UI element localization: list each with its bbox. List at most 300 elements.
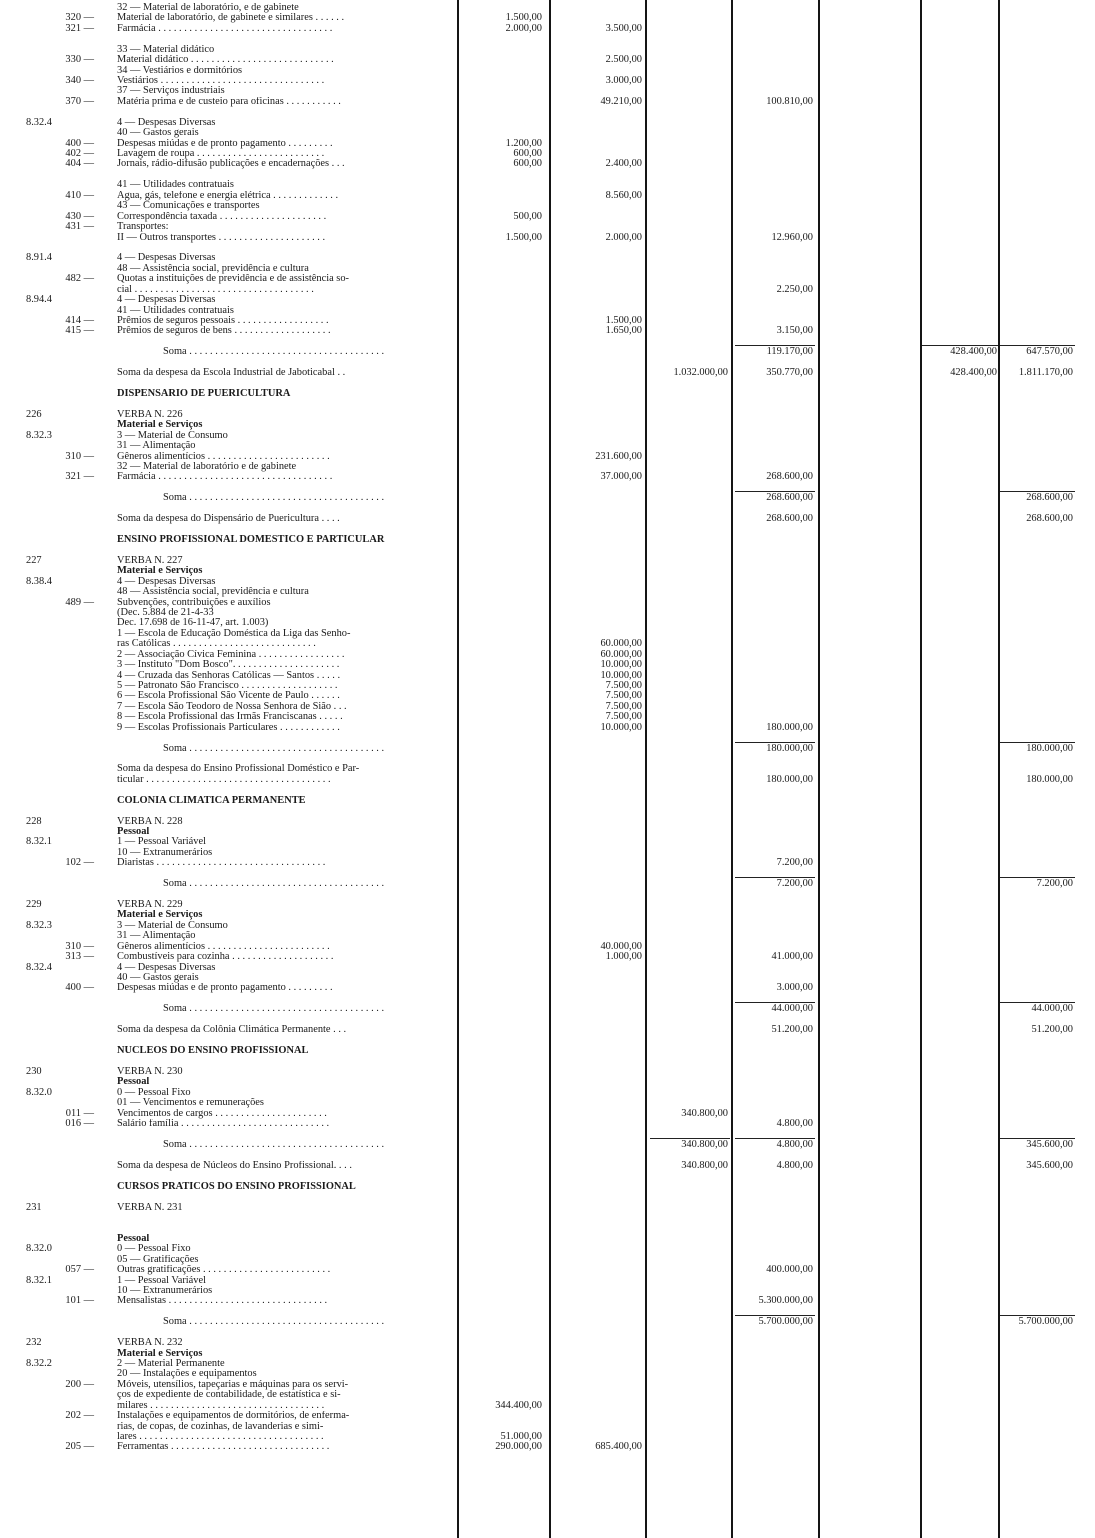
amount-c2: 685.400,00 [595,1441,642,1453]
amount-c4: 180.000,00 [766,742,813,754]
amount-c6: 345.600,00 [1026,1138,1073,1150]
amount-c6: 7.200,00 [1036,878,1073,890]
table-row [0,389,1095,399]
item-description: 3 — Instituto "Dom Bosco". . . . . . . . . . . . . . . . . . . . . [117,660,340,671]
amount-c4: 7.200,00 [776,878,813,890]
item-description: Material e Serviços [117,566,203,577]
item-description: 20 — Instalações e equipamentos [117,1369,257,1380]
function-code: 228 [26,815,42,827]
table-row [0,900,1095,910]
table-row [0,285,1095,295]
item-description: VERBA N. 227 [117,555,183,566]
item-code: 400 — [65,982,94,994]
item-description: Soma . . . . . . . . . . . . . . . . . . . . . . . . . . . . . . . . . . . . . . [163,493,385,504]
item-code: 489 — [65,596,94,608]
amount-c6: 268.600,00 [1026,492,1073,504]
table-row [0,191,1095,201]
column-rule [457,0,459,1538]
item-description: Soma . . . . . . . . . . . . . . . . . . . . . . . . . . . . . . . . . . . . . . [163,743,385,754]
function-code: 230 [26,1065,42,1077]
item-description: Soma da despesa do Dispensário de Puericultura . . . . [117,514,340,525]
table-row [0,243,1095,253]
amount-c2: 10.000,00 [600,659,642,671]
table-row [0,159,1095,169]
table-row [0,775,1095,785]
item-description: (Dec. 5.884 de 21-4-33 [117,607,214,618]
item-code: 430 — [65,210,94,222]
item-description: Quotas a instituições de previdência e de assistência so- [117,274,349,285]
table-row [0,441,1095,451]
table-row [0,306,1095,316]
table-row [0,66,1095,76]
table-row [0,618,1095,628]
table-row [0,86,1095,96]
column-rule [731,0,733,1538]
item-description: 2 — Associação Cívica Feminina . . . . . . . . . . . . . . . . . [117,649,345,660]
table-row [0,368,1095,378]
table-row [0,253,1095,263]
item-code: 431 — [65,221,94,232]
table-row [0,128,1095,138]
table-row [0,744,1095,754]
table-row [0,1015,1095,1025]
table-row [0,3,1095,13]
item-code: 330 — [65,54,94,66]
item-description: 9 — Escolas Profissionais Particulares . . . . . . . . . . . . [117,722,340,733]
item-code: 011 — [65,1107,94,1119]
item-description: 41 — Utilidades contratuais [117,180,234,191]
amount-c4: 4.800,00 [776,1138,813,1150]
item-description: Móveis, utensílios, tapeçarias e máquinas para os servi- [117,1379,349,1390]
table-row [0,910,1095,920]
table-row [0,295,1095,305]
item-description: cial . . . . . . . . . . . . . . . . . . . . . . . . . . . . . . . . . . . [117,284,314,295]
table-row [0,24,1095,34]
table-row [0,598,1095,608]
amount-c3: 1.032.000,00 [673,367,728,379]
amount-c4: 119.170,00 [766,346,813,358]
item-description: 31 — Alimentação [117,441,196,452]
amount-c2: 60.000,00 [600,638,642,650]
function-code: 231 [26,1201,42,1213]
amount-c4: 5.700.000,00 [758,1316,813,1328]
table-row [0,1119,1095,1129]
amount-c2: 1.650,00 [605,325,642,337]
function-code: 226 [26,408,42,420]
table-row [0,462,1095,472]
item-code: 205 — [65,1441,94,1453]
item-description: Soma da despesa da Colônia Climática Permanente . . . [117,1025,347,1036]
function-code: 227 [26,554,42,566]
item-code: 202 — [65,1410,94,1421]
table-row [0,837,1095,847]
item-code: 370 — [65,95,94,107]
table-row [0,869,1095,879]
amount-c3: 340.800,00 [681,1138,728,1150]
table-row [0,222,1095,232]
table-row [0,1307,1095,1317]
table-row [0,983,1095,993]
amount-c6: 268.600,00 [1026,513,1073,525]
table-row [0,139,1095,149]
item-description: NUCLEOS DO ENSINO PROFISSIONAL [117,1046,309,1056]
item-description: 4 — Despesas Diversas [117,962,216,973]
table-row [0,472,1095,482]
item-code: 057 — [65,1264,94,1275]
item-code: 321 — [65,471,94,483]
item-description: Vestiários . . . . . . . . . . . . . . . . . . . . . . . . . . . . . . . . [117,76,325,86]
table-row [0,149,1095,159]
table-row [0,712,1095,722]
table-row [0,1171,1095,1181]
item-description: 3 — Material de Consumo [117,920,228,931]
item-description: ras Católicas . . . . . . . . . . . . . . . . . . . . . . . . . . . . [117,639,316,650]
item-description: Soma . . . . . . . . . . . . . . . . . . . . . . . . . . . . . . . . . . . . . . [163,1139,385,1150]
function-code: 8.32.3 [26,919,52,931]
item-code: 415 — [65,325,94,337]
item-description: Soma da despesa de Núcleos do Ensino Profissional. . . . [117,1160,352,1171]
table-row [0,1442,1095,1452]
item-description: 4 — Despesas Diversas [117,576,216,587]
item-description: Diaristas . . . . . . . . . . . . . . . . . . . . . . . . . . . . . . . . . [117,858,326,869]
table-row [0,525,1095,535]
amount-c2: 7.500,00 [605,679,642,691]
table-row [0,107,1095,117]
amount-c3: 340.800,00 [681,1159,728,1171]
amount-c2: 7.500,00 [605,690,642,702]
table-row [0,274,1095,284]
amount-c1: 600,00 [513,158,542,170]
table-row [0,1255,1095,1265]
amount-c2: 2.000,00 [605,231,642,243]
amount-c6: 647.570,00 [1026,346,1073,358]
amount-c4: 5.300.000,00 [758,1295,813,1307]
amount-c4: 51.200,00 [771,1024,813,1036]
amount-c2: 37.000,00 [600,471,642,483]
table-row [0,1369,1095,1379]
item-code: 400 — [65,137,94,149]
item-description: 8 — Escola Profissional das Irmãs Franciscanas . . . . . [117,712,343,723]
amount-c2: 3.500,00 [605,22,642,34]
amount-c4: 3.150,00 [776,325,813,337]
column-rule [818,0,820,1538]
item-description: Lavagem de roupa . . . . . . . . . . . . . . . . . . . . . . . . . [117,149,325,159]
function-code: 8.38.4 [26,575,52,587]
item-description: Despesas miúdas e de pronto pagamento . . . . . . . . . [117,138,333,149]
amount-c6: 345.600,00 [1026,1159,1073,1171]
table-row [0,1129,1095,1139]
table-row [0,1234,1095,1244]
item-description: 32 — Material de laboratório e de gabinete [117,461,297,472]
amount-c4: 12.960,00 [771,231,813,243]
item-description: 33 — Material didático [117,44,215,55]
item-description: Soma . . . . . . . . . . . . . . . . . . . . . . . . . . . . . . . . . . . . . . [163,1004,385,1015]
table-row [0,566,1095,576]
amount-c4: 180.000,00 [766,721,813,733]
item-description: Mensalistas . . . . . . . . . . . . . . . . . . . . . . . . . . . . . . . [117,1296,328,1307]
table-row [0,639,1095,649]
table-row [0,994,1095,1004]
table-row [0,493,1095,503]
item-description: 31 — Alimentação [117,931,196,942]
item-description: 34 — Vestiários e dormitórios [117,65,243,76]
item-description: Soma . . . . . . . . . . . . . . . . . . . . . . . . . . . . . . . . . . . . . . [163,1317,385,1328]
amount-c4: 400.000,00 [766,1264,813,1275]
amount-c2: 60.000,00 [600,648,642,660]
amount-c6: 1.811.170,00 [1018,367,1073,379]
amount-c3: 340.800,00 [681,1107,728,1119]
table-row [0,1349,1095,1359]
table-row [0,1203,1095,1213]
table-row [0,973,1095,983]
item-description: 48 — Assistência social, previdência e cultura [117,587,309,598]
item-description: DISPENSARIO DE PUERICULTURA [117,388,291,399]
item-description: 10 — Extranumerários [117,1285,213,1296]
item-description: 6 — Escola Profissional São Vicente de Paulo . . . . . . [117,691,340,702]
item-description: 3 — Material de Consumo [117,430,228,441]
table-row [0,921,1095,931]
table-row [0,733,1095,743]
table-row [0,1077,1095,1087]
amount-c2: 10.000,00 [600,721,642,733]
item-description: Material e Serviços [117,420,203,431]
function-code: 8.32.0 [26,1243,52,1255]
item-description: 37 — Serviços industriais [117,86,225,97]
item-description: Outras gratificações . . . . . . . . . . . . . . . . . . . . . . . . . [117,1265,331,1275]
item-description: 1 — Escola de Educação Doméstica da Liga das Senho- [117,628,351,639]
item-code: 310 — [65,450,94,462]
table-row [0,650,1095,660]
table-row [0,879,1095,889]
item-description: 4 — Cruzada das Senhoras Católicas — Santos . . . . . [117,670,341,681]
item-description: Pessoal [117,1077,150,1088]
table-row [0,1004,1095,1014]
table-row [0,681,1095,691]
item-description: 05 — Gratificações [117,1254,199,1265]
item-description: VERBA N. 230 [117,1066,183,1077]
function-code: 8.32.0 [26,1086,52,1098]
table-row [0,764,1095,774]
function-code: 229 [26,899,42,910]
column-rule [998,0,1000,1538]
amount-c2: 10.000,00 [600,669,642,681]
amount-c4: 180.000,00 [766,773,813,785]
item-description: Soma da despesa do Ensino Profissional Doméstico e Par- [117,764,360,775]
table-row [0,118,1095,128]
table-row [0,504,1095,514]
table-row [0,848,1095,858]
function-code: 8.32.2 [26,1357,52,1369]
function-code: 8.32.1 [26,1274,52,1286]
item-description: 1 — Pessoal Variável [117,1275,206,1286]
table-row [0,587,1095,597]
table-row [0,1056,1095,1066]
table-row [0,1338,1095,1348]
amount-c2: 231.600,00 [595,450,642,462]
table-row [0,817,1095,827]
item-description: 0 — Pessoal Fixo [117,1087,191,1098]
amount-c4: 4.800,00 [776,1118,813,1129]
item-description: Material e Serviços [117,910,203,921]
amount-c4: 3.000,00 [776,982,813,994]
table-row [0,1067,1095,1077]
amount-c4: 268.600,00 [766,492,813,504]
item-description: Prêmios de seguros de bens . . . . . . . . . . . . . . . . . . . [117,326,331,337]
table-row [0,785,1095,795]
item-description: Soma . . . . . . . . . . . . . . . . . . . . . . . . . . . . . . . . . . . . . . [163,347,385,358]
table-row [0,1328,1095,1338]
amount-c1: 2.000,00 [505,22,542,34]
item-description: Dec. 17.698 de 16-11-47, art. 1.003) [117,618,269,629]
item-description: Ferramentas . . . . . . . . . . . . . . . . . . . . . . . . . . . . . . . [117,1442,330,1453]
table-row [0,1244,1095,1254]
table-row [0,379,1095,389]
table-row [0,45,1095,55]
table-row [0,316,1095,326]
column-rule [645,0,647,1538]
amount-c1: 1.200,00 [505,137,542,149]
amount-c6: 180.000,00 [1026,773,1073,785]
item-code: 414 — [65,314,94,326]
table-row [0,170,1095,180]
table-row [0,34,1095,44]
table-row [0,1276,1095,1286]
amount-c4: 4.800,00 [776,1159,813,1171]
amount-c6: 44.000,00 [1031,1003,1073,1015]
amount-c1: 51.000,00 [500,1430,542,1442]
amount-c4: 100.810,00 [766,95,813,107]
item-code: 310 — [65,940,94,952]
table-row [0,723,1095,733]
table-row [0,806,1095,816]
table-row [0,952,1095,962]
item-description: ticular . . . . . . . . . . . . . . . . . . . . . . . . . . . . . . . . . . . . [117,774,331,785]
item-description: Farmácia . . . . . . . . . . . . . . . . . . . . . . . . . . . . . . . . . . [117,23,333,34]
table-row [0,358,1095,368]
function-code: 8.32.4 [26,961,52,973]
item-description: 7 — Escola São Teodoro de Nossa Senhora de Sião . . . [117,701,347,712]
item-description: Correspondência taxada . . . . . . . . . . . . . . . . . . . . . [117,211,327,222]
table-row [0,535,1095,545]
item-description: CURSOS PRATICOS DO ENSINO PROFISSIONAL [117,1181,356,1192]
item-description: milares . . . . . . . . . . . . . . . . . . . . . . . . . . . . . . . . . . [117,1400,325,1411]
table-row [0,671,1095,681]
table-row [0,212,1095,222]
item-description: Despesas miúdas e de pronto pagamento . . . . . . . . . [117,983,333,994]
item-description: VERBA N. 231 [117,1202,183,1213]
amount-c2: 1.000,00 [605,951,642,963]
amount-c4: 350.770,00 [766,367,813,379]
table-row [0,577,1095,587]
table-row [0,326,1095,336]
amount-c4: 268.600,00 [766,471,813,483]
item-description: Prêmios de seguros pessoais . . . . . . . . . . . . . . . . . . [117,315,329,326]
item-description: VERBA N. 232 [117,1338,183,1348]
table-row [0,754,1095,764]
amount-c5: 428.400,00 [950,367,997,379]
table-row [0,1432,1095,1442]
item-description: Farmácia . . . . . . . . . . . . . . . . . . . . . . . . . . . . . . . . . . [117,472,333,483]
table-row [0,1390,1095,1400]
item-description: COLONIA CLIMATICA PERMANENTE [117,795,306,806]
amount-c5: 428.400,00 [950,346,997,358]
table-row [0,702,1095,712]
item-code: 340 — [65,75,94,86]
item-description: Material e Serviços [117,1348,203,1359]
amount-c6: 51.200,00 [1031,1024,1073,1036]
table-row [0,1411,1095,1421]
table-row [0,1317,1095,1327]
table-row [0,420,1095,430]
amount-c6: 5.700.000,00 [1018,1316,1073,1328]
table-row [0,1192,1095,1202]
item-description: Agua, gás, telefone e energia elétrica . . . . . . . . . . . . . [117,190,339,201]
table-row [0,1036,1095,1046]
table-row [0,931,1095,941]
item-description: 4 — Despesas Diversas [117,253,216,264]
item-description: 4 — Despesas Diversas [117,117,216,128]
item-code: 101 — [65,1295,94,1307]
table-row [0,410,1095,420]
amount-c2: 40.000,00 [600,940,642,952]
table-row [0,963,1095,973]
amount-c4: 268.600,00 [766,513,813,525]
item-description: Transportes: [117,222,169,232]
item-code: 404 — [65,158,94,170]
item-code: 102 — [65,857,94,869]
item-description: 01 — Vencimentos e remunerações [117,1098,264,1109]
table-row [0,201,1095,211]
item-description: VERBA N. 226 [117,409,183,420]
table-row [0,1296,1095,1306]
table-row [0,858,1095,868]
table-row [0,942,1095,952]
amount-c4: 44.000,00 [771,1003,813,1015]
amount-c2: 8.560,00 [605,189,642,201]
table-row [0,545,1095,555]
table-row [0,1161,1095,1171]
item-description: ENSINO PROFISSIONAL DOMESTICO E PARTICULAR [117,534,385,545]
amount-c1: 600,00 [513,148,542,159]
item-description: Matéria prima e de custeio para oficinas . . . . . . . . . . . [117,96,341,107]
table-row [0,608,1095,618]
function-code: 8.32.3 [26,429,52,441]
table-row [0,514,1095,524]
table-row [0,890,1095,900]
item-description: II — Outros transportes . . . . . . . . . . . . . . . . . . . . . [117,232,326,243]
amount-c2: 2.400,00 [605,158,642,170]
function-code: 232 [26,1337,42,1348]
table-row [0,13,1095,23]
amount-c4: 41.000,00 [771,951,813,963]
item-description: Pessoal [117,1233,150,1244]
table-row [0,452,1095,462]
table-row [0,1359,1095,1369]
item-description: Gêneros alimentícios . . . . . . . . . . . . . . . . . . . . . . . . [117,941,330,952]
item-description: Pessoal [117,827,150,837]
table-row [0,796,1095,806]
amount-c2: 2.500,00 [605,54,642,66]
table-row [0,1098,1095,1108]
item-description: 10 — Extranumerários [117,847,213,858]
item-description: Jornais, rádio-difusão publicações e encadernações . . . [117,159,345,170]
item-description: ços de expediente de contabilidade, de estatística e si- [117,1390,341,1401]
item-description: Subvenções, contribuições e auxílios [117,597,271,608]
item-description: Instalações e equipamentos de dormitórios, de enferma- [117,1411,350,1421]
item-description: lares . . . . . . . . . . . . . . . . . . . . . . . . . . . . . . . . . . . . [117,1431,324,1442]
item-description: 4 — Despesas Diversas [117,295,216,305]
table-row [0,827,1095,837]
